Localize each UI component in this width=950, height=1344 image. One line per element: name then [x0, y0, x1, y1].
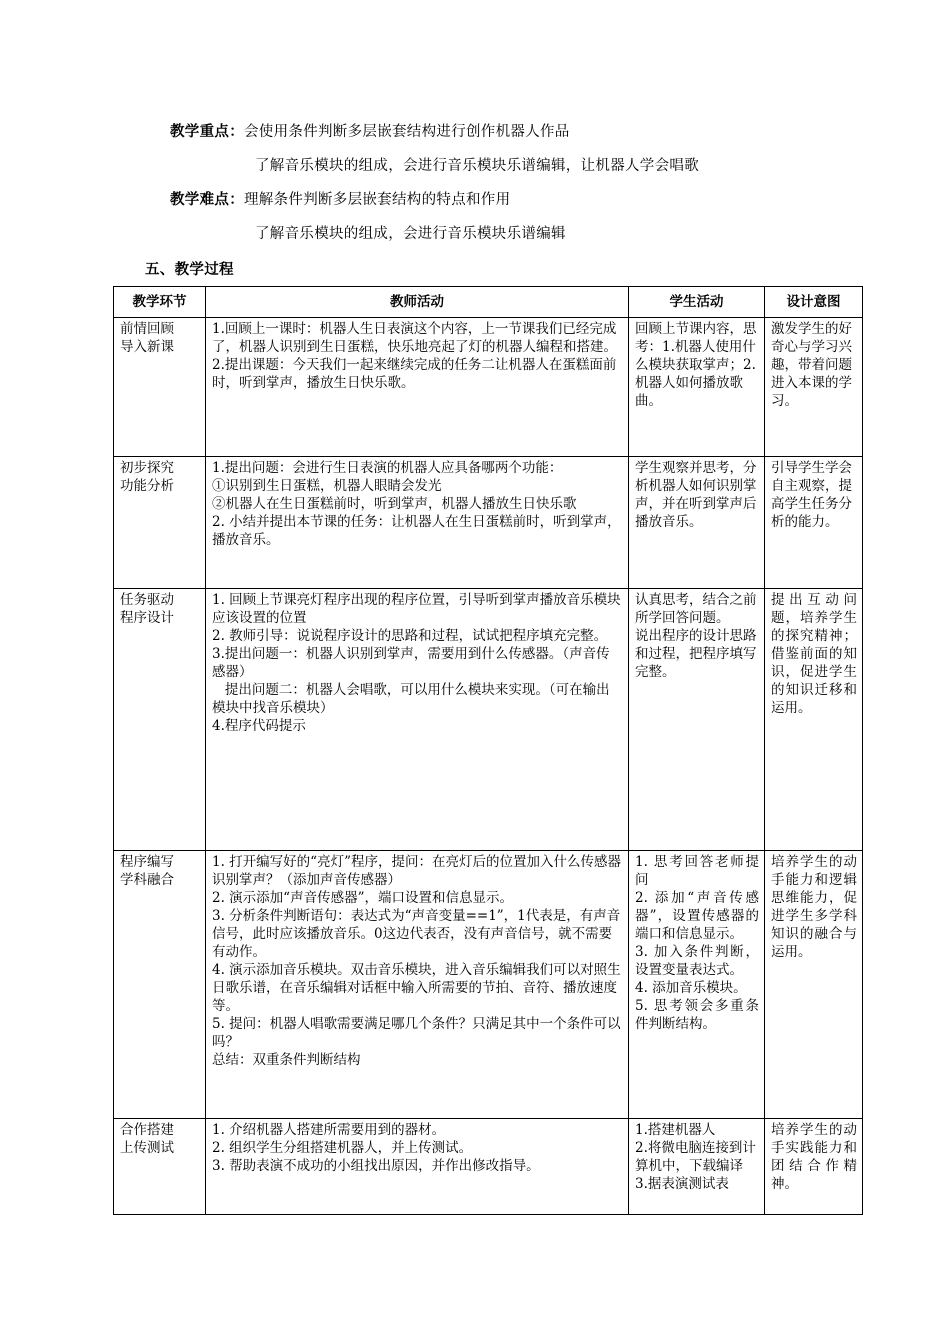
- difficulty-label: 教学难点：: [170, 192, 244, 208]
- table-row: [114, 589, 863, 851]
- difficulty-text-1: 理解条件判断多层嵌套结构的特点和作用: [244, 192, 511, 208]
- section-title: 五、教学过程: [145, 262, 234, 278]
- table-row: [114, 851, 863, 1119]
- difficulty-line-2: 了解音乐模块的组成，会进行音乐模块乐谱编辑: [255, 226, 566, 242]
- focus-text-1: 会使用条件判断多层嵌套结构进行创作机器人作品: [244, 124, 570, 140]
- difficulty-line-1: [170, 188, 510, 209]
- teaching-process-table: [113, 286, 863, 1215]
- table-row: [114, 457, 863, 589]
- focus-line-1: [170, 120, 570, 141]
- teacher-cell: 1.回顾上一课时：机器人生日表演这个内容，上一节课我们已经完成了，机器人识别到生日蛋糕，快乐地亮起了灯的机器人编程和搭建。 2.提出课题：今天我们一起来继续完成的任务二让机器人在蛋糕面前时，听到掌声，播放生日快乐歌。: [212, 321, 617, 391]
- intent-cell: 培养学生的动手能力和逻辑思维能力，促进学生多学科知识的融合与运用。: [771, 854, 857, 960]
- focus-line-2: 了解音乐模块的组成，会进行音乐模块乐谱编辑，让机器人学会唱歌: [255, 158, 699, 174]
- student-cell: 1.搭建机器人 2.将微电脑连接到计算机中，下载编译 3.据表演测试表: [635, 1122, 756, 1192]
- stage-cell: 程序编写 学科融合: [120, 854, 174, 888]
- table-row: [114, 318, 863, 457]
- stage-cell: 初步探究 功能分析: [120, 460, 174, 494]
- teacher-cell: 1.提出问题：会进行生日表演的机器人应具备哪两个功能： ①识别到生日蛋糕，机器人眼睛会发光 ②机器人在生日蛋糕前时，听到掌声，机器人播放生日快乐歌 2. 小结并提出本节课的任务：让机器人在生日蛋糕前时，听到掌声，播放音乐。: [212, 460, 621, 548]
- header-student: 学生活动: [629, 287, 765, 318]
- header-stage: 教学环节: [114, 287, 206, 318]
- stage-cell: 合作搭建 上传测试: [120, 1122, 174, 1156]
- student-cell: 学生观察并思考，分析机器人如何识别掌声，并在听到掌声后播放音乐。: [635, 460, 757, 530]
- stage-cell: 前情回顾 导入新课: [120, 321, 174, 355]
- student-cell: 回顾上节课内容，思考：1.机器人使用什么模块获取掌声；2.机器人如何播放歌曲。: [635, 321, 757, 409]
- intent-cell: 培养学生的动手实践能力和团结合作精神。: [771, 1122, 857, 1192]
- teacher-cell: 1. 打开编写好的“亮灯”程序，提问：在亮灯后的位置加入什么传感器识别掌声？（添加声音传感器） 2. 演示添加“声音传感器”，端口设置和信息显示。 3. 分析条件判断语句：表达式为“声音变量==1”，1代表是，有声音信号，此时应该播放音乐。0这边代表否，没有声音信号，就不需要有动作。 4. 演示添加音乐模块。双击音乐模块，进入音乐编辑我们可以对照生日歌乐谱，在音乐编辑对话框中输入所需要的节拍、音符、播放速度等。 5. 提问：机器人唱歌需要满足哪几个条件？只满足其中一个条件可以吗？ 总结：双重条件判断结构: [212, 854, 621, 1068]
- student-cell: 认真思考，结合之前所学回答问题。 说出程序的设计思路和过程，把程序填写完整。: [635, 592, 757, 680]
- table-row: [114, 1119, 863, 1215]
- focus-label: 教学重点：: [170, 124, 244, 140]
- intent-cell: 提出互动问题，培养学生的探究精神；借鉴前面的知识，促进学生的知识迁移和运用。: [771, 592, 857, 716]
- header-intent: 设计意图: [765, 287, 863, 318]
- teacher-cell: 1. 回顾上节课亮灯程序出现的程序位置，引导听到掌声播放音乐模块应该设置的位置 2. 教师引导：说说程序设计的思路和过程，试试把程序填充完整。 3.提出问题一：机器人识别到掌声，需要用到什么传感器。（声音传感器） 提出问题二：机器人会唱歌，可以用什么模块来实现。（可在输出模块中找音乐模块） 4.程序代码提示: [212, 592, 621, 734]
- stage-cell: 任务驱动 程序设计: [120, 592, 174, 626]
- intent-cell: 引导学生学会自主观察，提高学生任务分析的能力。: [771, 460, 852, 530]
- header-teacher: 教师活动: [206, 287, 629, 318]
- intent-cell: 激发学生的好奇心与学习兴趣，带着问题进入本课的学习。: [771, 321, 852, 409]
- table-header-row: [114, 287, 863, 318]
- student-cell: 1. 思考回答老师提问 2. 添加“声音传感器”，设置传感器的端口和信息显示。 3. 加入条件判断，设置变量表达式。 4. 添加音乐模块。 5. 思考领会多重条件判断结构。: [635, 854, 759, 1032]
- teacher-cell: 1. 介绍机器人搭建所需要用到的器材。 2. 组织学生分组搭建机器人，并上传测试。 3. 帮助表演不成功的小组找出原因，并作出修改指导。: [212, 1122, 540, 1174]
